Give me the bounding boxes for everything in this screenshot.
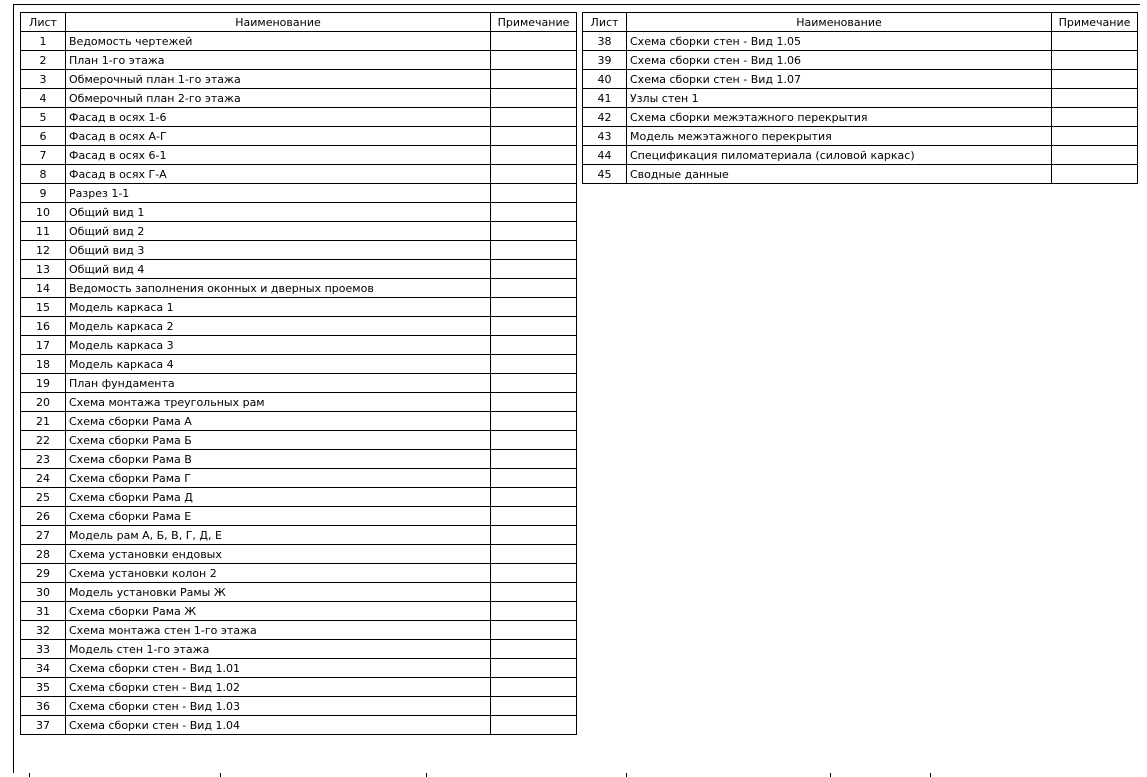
drawing-name-cell: Модель каркаса 4 bbox=[66, 355, 491, 374]
note-cell bbox=[1052, 89, 1138, 108]
frame-tick bbox=[29, 773, 30, 777]
sheet-number-cell: 7 bbox=[21, 146, 66, 165]
sheet-number-cell: 26 bbox=[21, 507, 66, 526]
drawing-name-cell: Модель рам А, Б, В, Г, Д, Е bbox=[66, 526, 491, 545]
table-row bbox=[21, 469, 577, 488]
drawing-name-cell: Общий вид 3 bbox=[66, 241, 491, 260]
note-cell bbox=[491, 583, 577, 602]
table-row bbox=[583, 127, 1138, 146]
note-cell bbox=[1052, 51, 1138, 70]
frame-tick bbox=[830, 773, 831, 777]
note-cell bbox=[491, 507, 577, 526]
table-row bbox=[21, 89, 577, 108]
header-note: Примечание bbox=[1052, 13, 1138, 32]
drawing-name-cell: Схема сборки стен - Вид 1.07 bbox=[627, 70, 1052, 89]
table-row bbox=[21, 51, 577, 70]
drawing-name-cell: Обмерочный план 1-го этажа bbox=[66, 70, 491, 89]
table-row bbox=[21, 640, 577, 659]
table-body-right bbox=[583, 32, 1138, 184]
sheet-number-cell: 9 bbox=[21, 184, 66, 203]
drawing-name-cell: Схема сборки стен - Вид 1.06 bbox=[627, 51, 1052, 70]
note-cell bbox=[1052, 146, 1138, 165]
table-row bbox=[21, 412, 577, 431]
header-row bbox=[583, 13, 1138, 32]
header-name: Наименование bbox=[627, 13, 1052, 32]
sheet-number-cell: 35 bbox=[21, 678, 66, 697]
sheet-number-cell: 18 bbox=[21, 355, 66, 374]
note-cell bbox=[491, 545, 577, 564]
table-row bbox=[21, 659, 577, 678]
table-row bbox=[21, 241, 577, 260]
table-row bbox=[21, 355, 577, 374]
drawing-name-cell: Модель установки Рамы Ж bbox=[66, 583, 491, 602]
sheet-number-cell: 33 bbox=[21, 640, 66, 659]
header-name: Наименование bbox=[66, 13, 491, 32]
frame-tick bbox=[220, 773, 221, 777]
note-cell bbox=[491, 469, 577, 488]
table-row bbox=[21, 431, 577, 450]
drawing-name-cell: Обмерочный план 2-го этажа bbox=[66, 89, 491, 108]
drawing-name-cell: Схема установки ендовых bbox=[66, 545, 491, 564]
note-cell bbox=[491, 488, 577, 507]
note-cell bbox=[491, 640, 577, 659]
drawing-name-cell: Модель стен 1-го этажа bbox=[66, 640, 491, 659]
drawing-name-cell: План фундамента bbox=[66, 374, 491, 393]
note-cell bbox=[491, 51, 577, 70]
drawing-name-cell: Схема сборки стен - Вид 1.04 bbox=[66, 716, 491, 735]
note-cell bbox=[491, 32, 577, 51]
sheet-number-cell: 25 bbox=[21, 488, 66, 507]
table-row bbox=[21, 184, 577, 203]
table-row bbox=[21, 602, 577, 621]
frame-tick bbox=[426, 773, 427, 777]
note-cell bbox=[1052, 165, 1138, 184]
sheet-number-cell: 22 bbox=[21, 431, 66, 450]
note-cell bbox=[1052, 32, 1138, 51]
drawing-name-cell: Схема сборки межэтажного перекрытия bbox=[627, 108, 1052, 127]
table-row bbox=[21, 583, 577, 602]
table-row bbox=[583, 32, 1138, 51]
header-sheet: Лист bbox=[583, 13, 627, 32]
drawing-name-cell: Схема сборки стен - Вид 1.03 bbox=[66, 697, 491, 716]
drawing-name-cell: Схема сборки Рама Г bbox=[66, 469, 491, 488]
drawing-name-cell: Спецификация пиломатериала (силовой каркас) bbox=[627, 146, 1052, 165]
table-row bbox=[21, 374, 577, 393]
note-cell bbox=[491, 146, 577, 165]
drawing-name-cell: Общий вид 4 bbox=[66, 260, 491, 279]
sheet-number-cell: 16 bbox=[21, 317, 66, 336]
drawing-name-cell: Схема сборки стен - Вид 1.02 bbox=[66, 678, 491, 697]
sheet-number-cell: 32 bbox=[21, 621, 66, 640]
note-cell bbox=[491, 336, 577, 355]
note-cell bbox=[491, 526, 577, 545]
table-row bbox=[583, 70, 1138, 89]
sheet-number-cell: 39 bbox=[583, 51, 627, 70]
note-cell bbox=[491, 108, 577, 127]
table-row bbox=[21, 70, 577, 89]
sheet-number-cell: 6 bbox=[21, 127, 66, 146]
sheet-number-cell: 28 bbox=[21, 545, 66, 564]
drawing-name-cell: Схема сборки Рама А bbox=[66, 412, 491, 431]
drawing-name-cell: Схема сборки стен - Вид 1.05 bbox=[627, 32, 1052, 51]
note-cell bbox=[491, 659, 577, 678]
sheet-number-cell: 20 bbox=[21, 393, 66, 412]
note-cell bbox=[491, 203, 577, 222]
drawings-list-table-left bbox=[20, 12, 577, 735]
note-cell bbox=[491, 222, 577, 241]
table-row bbox=[583, 89, 1138, 108]
table-row bbox=[583, 146, 1138, 165]
frame-tick bbox=[930, 773, 931, 777]
note-cell bbox=[491, 716, 577, 735]
table-row bbox=[21, 279, 577, 298]
table-row bbox=[21, 222, 577, 241]
note-cell bbox=[491, 70, 577, 89]
note-cell bbox=[491, 184, 577, 203]
note-cell bbox=[491, 241, 577, 260]
note-cell bbox=[491, 393, 577, 412]
drawing-name-cell: Общий вид 1 bbox=[66, 203, 491, 222]
sheet-number-cell: 1 bbox=[21, 32, 66, 51]
table-row bbox=[21, 298, 577, 317]
sheet-number-cell: 40 bbox=[583, 70, 627, 89]
sheet-number-cell: 4 bbox=[21, 89, 66, 108]
sheet-number-cell: 36 bbox=[21, 697, 66, 716]
drawing-name-cell: Схема сборки стен - Вид 1.01 bbox=[66, 659, 491, 678]
table-row bbox=[583, 51, 1138, 70]
sheet-number-cell: 24 bbox=[21, 469, 66, 488]
note-cell bbox=[491, 355, 577, 374]
sheet-number-cell: 44 bbox=[583, 146, 627, 165]
bottom-frame-strip bbox=[13, 773, 1140, 777]
note-cell bbox=[1052, 127, 1138, 146]
table-row bbox=[21, 146, 577, 165]
sheet-number-cell: 30 bbox=[21, 583, 66, 602]
drawing-name-cell: Модель межэтажного перекрытия bbox=[627, 127, 1052, 146]
note-cell bbox=[491, 621, 577, 640]
drawing-name-cell: План 1-го этажа bbox=[66, 51, 491, 70]
drawing-name-cell: Модель каркаса 3 bbox=[66, 336, 491, 355]
sheet-number-cell: 45 bbox=[583, 165, 627, 184]
note-cell bbox=[491, 450, 577, 469]
table-row bbox=[21, 697, 577, 716]
drawing-name-cell: Ведомость заполнения оконных и дверных проемов bbox=[66, 279, 491, 298]
drawing-name-cell: Схема сборки Рама В bbox=[66, 450, 491, 469]
sheet-number-cell: 13 bbox=[21, 260, 66, 279]
table-row bbox=[21, 260, 577, 279]
note-cell bbox=[491, 697, 577, 716]
sheet-number-cell: 17 bbox=[21, 336, 66, 355]
table-row bbox=[583, 108, 1138, 127]
drawing-name-cell: Модель каркаса 1 bbox=[66, 298, 491, 317]
note-cell bbox=[491, 374, 577, 393]
sheet-number-cell: 15 bbox=[21, 298, 66, 317]
drawing-name-cell: Схема сборки Рама Ж bbox=[66, 602, 491, 621]
note-cell bbox=[491, 602, 577, 621]
drawing-name-cell: Ведомость чертежей bbox=[66, 32, 491, 51]
note-cell bbox=[491, 678, 577, 697]
sheet-number-cell: 8 bbox=[21, 165, 66, 184]
drawing-name-cell: Разрез 1-1 bbox=[66, 184, 491, 203]
sheet-number-cell: 21 bbox=[21, 412, 66, 431]
note-cell bbox=[491, 298, 577, 317]
table-row bbox=[21, 450, 577, 469]
table-row bbox=[21, 336, 577, 355]
drawing-name-cell: Сводные данные bbox=[627, 165, 1052, 184]
table-row bbox=[21, 108, 577, 127]
table-row bbox=[21, 621, 577, 640]
sheet-number-cell: 37 bbox=[21, 716, 66, 735]
drawing-name-cell: Фасад в осях 1-6 bbox=[66, 108, 491, 127]
drawing-name-cell: Фасад в осях 6-1 bbox=[66, 146, 491, 165]
drawing-name-cell: Модель каркаса 2 bbox=[66, 317, 491, 336]
table-row bbox=[21, 393, 577, 412]
table-row bbox=[583, 165, 1138, 184]
note-cell bbox=[491, 165, 577, 184]
sheet-number-cell: 23 bbox=[21, 450, 66, 469]
note-cell bbox=[1052, 108, 1138, 127]
sheet-number-cell: 2 bbox=[21, 51, 66, 70]
table-row bbox=[21, 526, 577, 545]
frame-tick bbox=[626, 773, 627, 777]
table-row bbox=[21, 165, 577, 184]
note-cell bbox=[491, 279, 577, 298]
sheet-number-cell: 34 bbox=[21, 659, 66, 678]
sheet-number-cell: 5 bbox=[21, 108, 66, 127]
sheet-number-cell: 12 bbox=[21, 241, 66, 260]
note-cell bbox=[1052, 70, 1138, 89]
table-row bbox=[21, 507, 577, 526]
drawing-name-cell: Схема сборки Рама Е bbox=[66, 507, 491, 526]
sheet-number-cell: 41 bbox=[583, 89, 627, 108]
sheet-number-cell: 38 bbox=[583, 32, 627, 51]
note-cell bbox=[491, 89, 577, 108]
sheet-number-cell: 14 bbox=[21, 279, 66, 298]
drawings-list-table-right bbox=[582, 12, 1138, 184]
note-cell bbox=[491, 431, 577, 450]
table-row bbox=[21, 32, 577, 51]
sheet-number-cell: 42 bbox=[583, 108, 627, 127]
table-row bbox=[21, 564, 577, 583]
drawing-name-cell: Схема монтажа стен 1-го этажа bbox=[66, 621, 491, 640]
table-row bbox=[21, 488, 577, 507]
drawing-name-cell: Схема установки колон 2 bbox=[66, 564, 491, 583]
drawing-name-cell: Фасад в осях А-Г bbox=[66, 127, 491, 146]
table-row bbox=[21, 678, 577, 697]
note-cell bbox=[491, 564, 577, 583]
note-cell bbox=[491, 260, 577, 279]
note-cell bbox=[491, 412, 577, 431]
sheet-number-cell: 19 bbox=[21, 374, 66, 393]
sheet-number-cell: 29 bbox=[21, 564, 66, 583]
sheet-number-cell: 31 bbox=[21, 602, 66, 621]
drawing-name-cell: Схема сборки Рама Б bbox=[66, 431, 491, 450]
sheet-number-cell: 10 bbox=[21, 203, 66, 222]
note-cell bbox=[491, 127, 577, 146]
drawing-name-cell: Схема сборки Рама Д bbox=[66, 488, 491, 507]
drawing-name-cell: Общий вид 2 bbox=[66, 222, 491, 241]
table-row bbox=[21, 545, 577, 564]
table-row bbox=[21, 127, 577, 146]
table-row bbox=[21, 203, 577, 222]
note-cell bbox=[491, 317, 577, 336]
sheet-number-cell: 3 bbox=[21, 70, 66, 89]
sheet-number-cell: 27 bbox=[21, 526, 66, 545]
header-sheet: Лист bbox=[21, 13, 66, 32]
table-body-left bbox=[21, 32, 577, 735]
table-row bbox=[21, 317, 577, 336]
table-row bbox=[21, 716, 577, 735]
sheet-number-cell: 43 bbox=[583, 127, 627, 146]
drawing-name-cell: Схема монтажа треугольных рам bbox=[66, 393, 491, 412]
drawing-name-cell: Фасад в осях Г-А bbox=[66, 165, 491, 184]
header-row bbox=[21, 13, 577, 32]
header-note: Примечание bbox=[491, 13, 577, 32]
drawing-name-cell: Узлы стен 1 bbox=[627, 89, 1052, 108]
sheet-number-cell: 11 bbox=[21, 222, 66, 241]
